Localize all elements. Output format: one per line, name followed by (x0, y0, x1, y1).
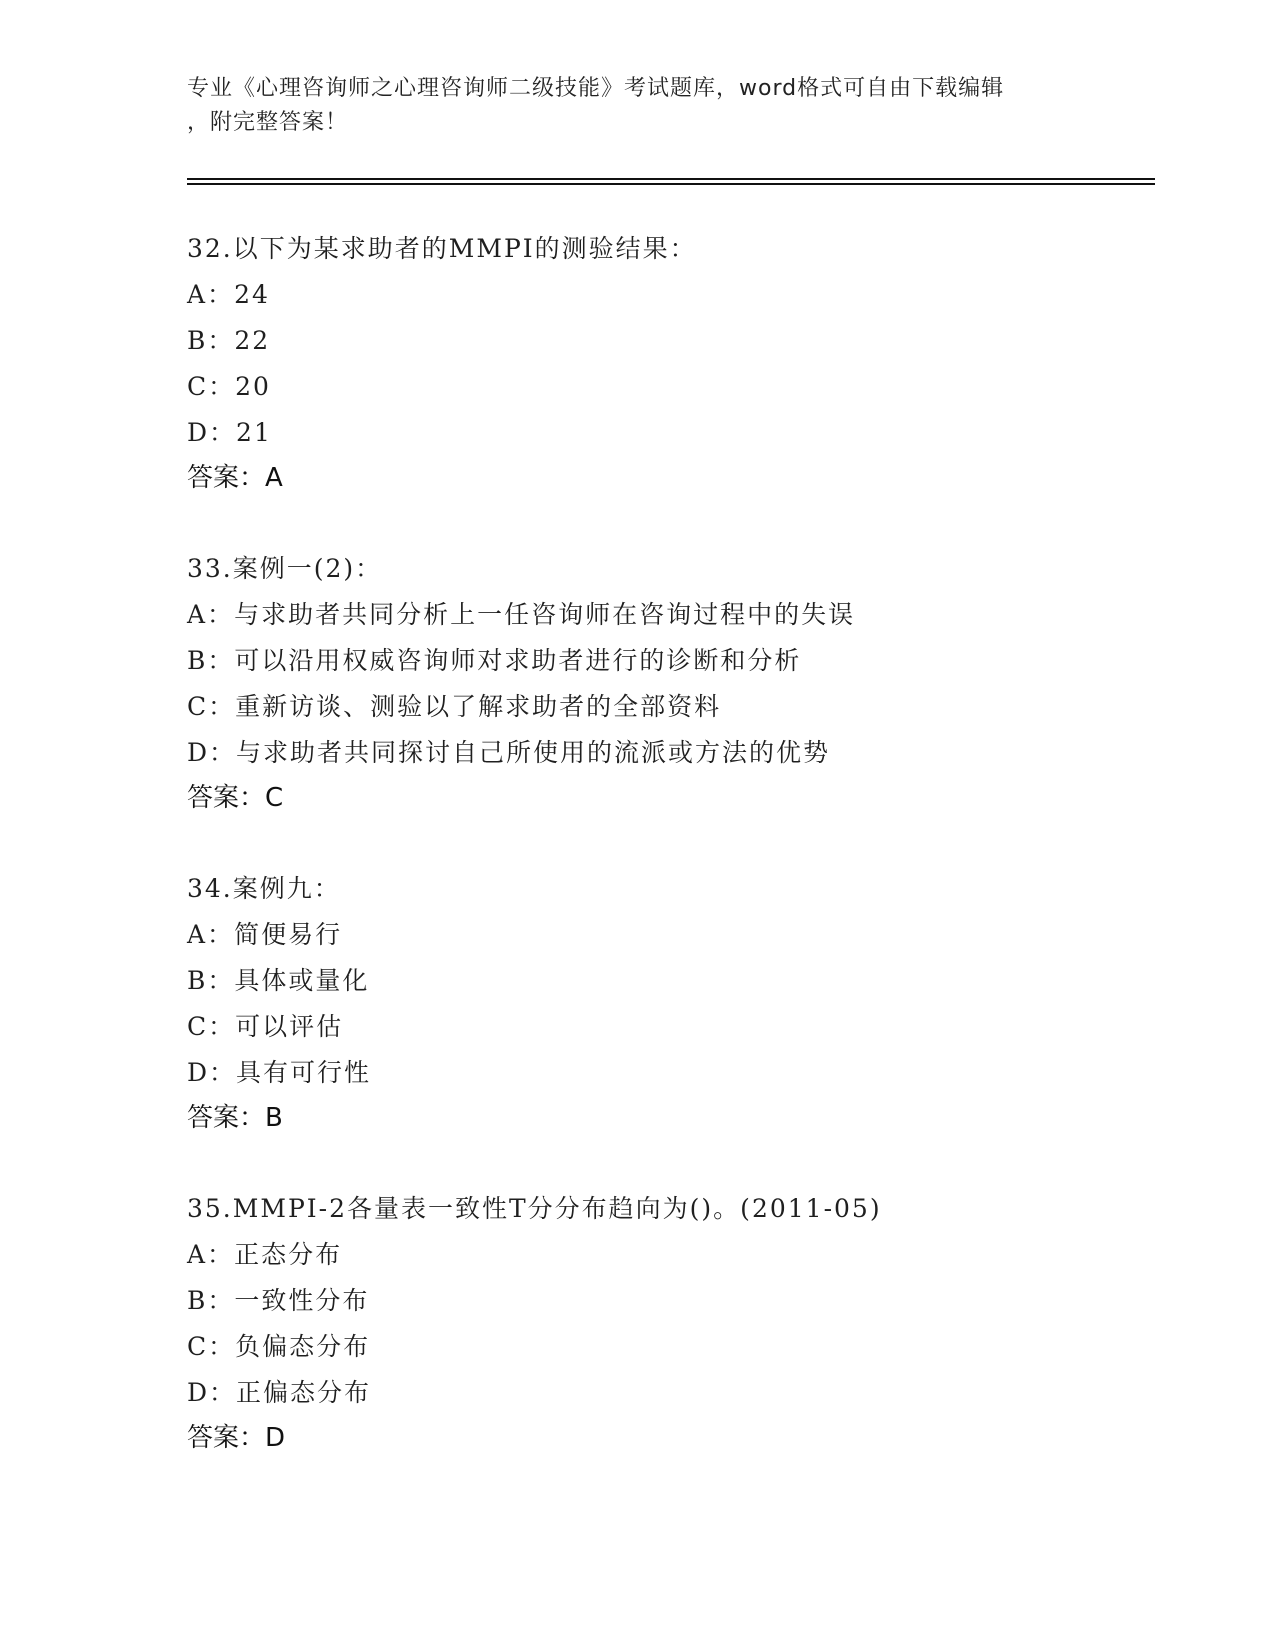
option-a (187, 912, 1167, 958)
option-letter: B： (187, 966, 235, 995)
option-text: 与求助者共同探讨自己所使用的流派或方法的优势 (236, 738, 831, 767)
header-divider-top (187, 178, 1155, 180)
option-text: 正态分布 (234, 1240, 343, 1269)
option-letter: D： (187, 1058, 237, 1087)
question-34 (187, 866, 1167, 1140)
option-letter: C： (187, 1012, 236, 1041)
option-letter: B： (187, 1286, 235, 1315)
option-letter: B： (187, 646, 235, 675)
option-d (187, 410, 1167, 456)
question-33 (187, 546, 1167, 820)
option-text: 可以评估 (235, 1012, 344, 1041)
option-text: 重新访谈、测验以了解求助者的全部资料 (235, 692, 722, 721)
option-letter: C： (187, 1332, 236, 1361)
option-text: 22 (234, 326, 271, 355)
option-letter: D： (187, 738, 237, 767)
option-d (187, 1050, 1167, 1096)
question-title: 34.案例九： (187, 874, 341, 903)
question-title: 32.以下为某求助者的MMPI的测验结果： (187, 234, 697, 263)
option-letter: A： (187, 920, 235, 949)
question-title: 33.案例一(2)： (187, 554, 383, 583)
option-text: 正偏态分布 (236, 1378, 372, 1407)
question-32 (187, 226, 1167, 500)
option-a (187, 1232, 1167, 1278)
header-line-1: 专业《心理咨询师之心理咨询师二级技能》考试题库，word格式可自由下载编辑 (187, 76, 1005, 101)
option-text: 可以沿用权威咨询师对求助者进行的诊断和分析 (234, 646, 802, 675)
header-divider-bottom (187, 183, 1155, 185)
option-a (187, 272, 1167, 318)
option-letter: A： (187, 280, 235, 309)
answer-line: 答案：B (187, 1103, 283, 1133)
option-text: 简便易行 (234, 920, 343, 949)
option-text: 具有可行性 (236, 1058, 372, 1087)
option-text: 20 (235, 372, 271, 401)
option-letter: C： (187, 372, 236, 401)
option-b (187, 958, 1167, 1004)
header-line-2: ，附完整答案！ (187, 110, 349, 135)
option-letter: D： (187, 418, 237, 447)
question-35 (187, 1186, 1167, 1460)
answer-line: 答案：C (187, 783, 284, 813)
option-c (187, 364, 1167, 410)
option-letter: A： (187, 600, 235, 629)
answer-line: 答案：D (187, 1423, 286, 1453)
option-c (187, 1324, 1167, 1370)
option-text: 24 (234, 280, 270, 309)
option-letter: D： (187, 1378, 237, 1407)
option-b (187, 638, 1167, 684)
option-text: 具体或量化 (234, 966, 370, 995)
option-text: 一致性分布 (234, 1286, 370, 1315)
option-letter: B： (187, 326, 235, 355)
option-letter: A： (187, 1240, 235, 1269)
document-header (187, 72, 1087, 140)
option-text: 与求助者共同分析上一任咨询师在咨询过程中的失误 (234, 600, 856, 629)
option-b (187, 318, 1167, 364)
answer-line: 答案：A (187, 463, 283, 493)
option-a (187, 592, 1167, 638)
question-title: 35.MMPI-2各量表一致性T分分布趋向为()。(2011-05) (187, 1194, 882, 1223)
option-b (187, 1278, 1167, 1324)
option-d (187, 1370, 1167, 1416)
option-c (187, 1004, 1167, 1050)
option-d (187, 730, 1167, 776)
option-text: 21 (236, 418, 272, 447)
option-c (187, 684, 1167, 730)
option-text: 负偏态分布 (235, 1332, 371, 1361)
option-letter: C： (187, 692, 236, 721)
